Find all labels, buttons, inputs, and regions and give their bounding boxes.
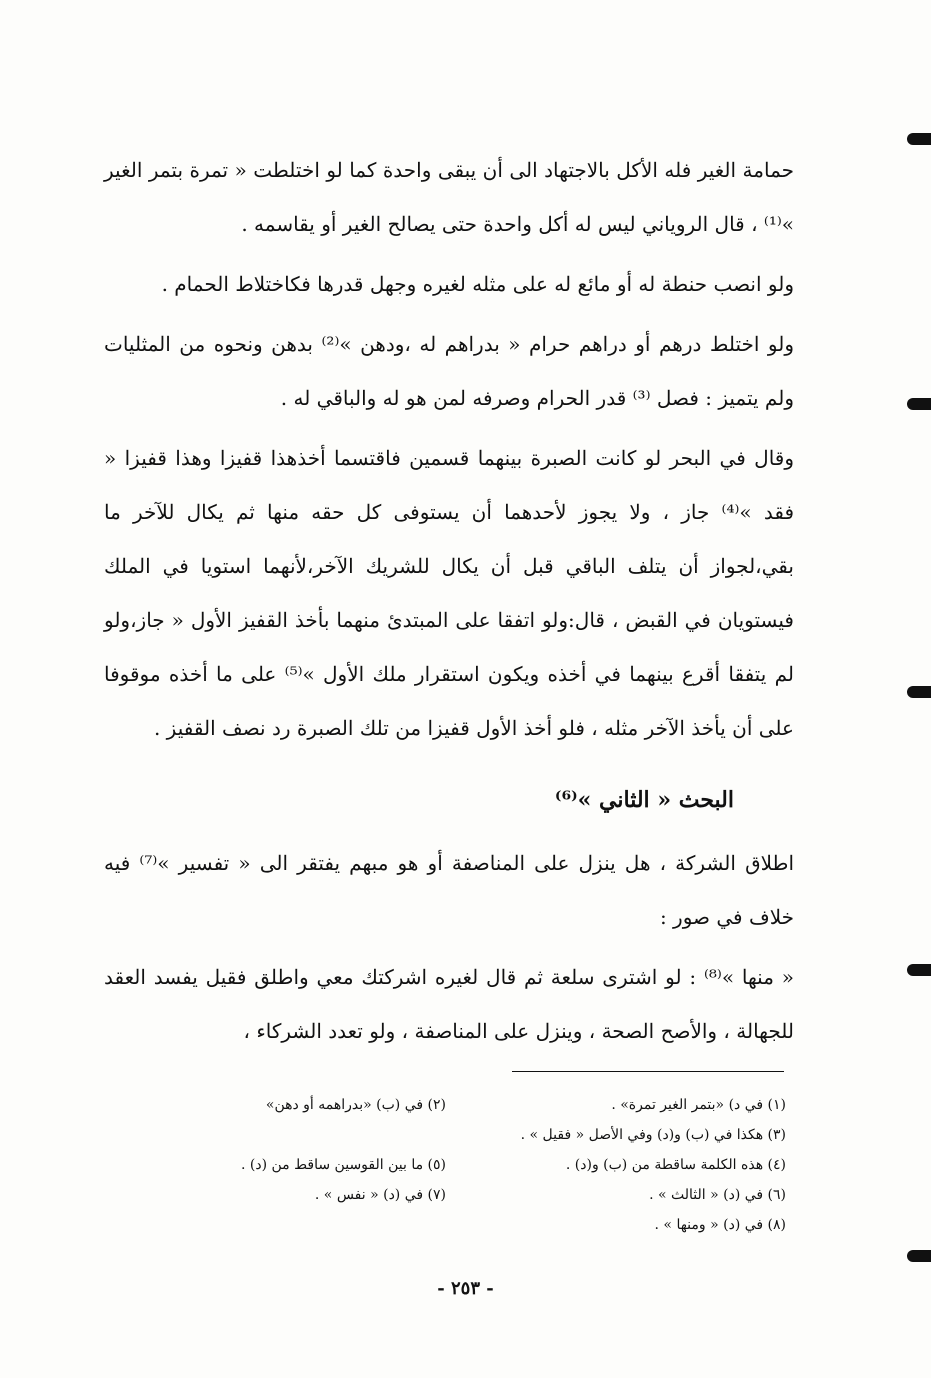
footnote-1: (١) في د) «بتمر الغير تمرة» . (611, 1097, 786, 1113)
paragraph-2: ولو انصب حنطة له أو مائع له على مثله لغيره وجهل قدرها فكاختلاط الحمام . (161, 272, 794, 296)
page-number: - ٢٥٣ - (437, 1278, 494, 1299)
main-text-top (104, 143, 794, 755)
paragraph-3: ولو اختلط درهم أو دراهم حرام « بدراهم له ،ودهن »⁽²⁾ بدهن ونحوه من المثليات ولم يتميز : فصل ⁽³⁾ قدر الحرام وصرفه لمن هو له والباقي له . (104, 332, 794, 410)
scan-edge-mark (907, 1250, 931, 1262)
scan-edge-mark (907, 686, 931, 698)
footnote-6: (٦) في (د) « الثالث » . (649, 1187, 786, 1203)
scan-edge-mark (907, 398, 931, 410)
footnotes-right-column (446, 1090, 786, 1240)
paragraph-4: وقال في البحر لو كانت الصبرة بينهما قسمين فاقتسما أخذهذا قفيزا وهذا قفيزا « فقد »⁽⁴⁾ جاز ، ولا يجوز لأحدهما أن يستوفى كل حقه منها ثم يكال للآخر ما بقي،لجواز أن يتلف الباقي قبل أن يكال للشريك الآخر،لأنهما استويا في الملك فيستويان في القبض ، قال:ولو اتفقا على المبتدئ منهما بأخذ القفيز الأول « جاز،ولو لم يتفقا أقرع بينهما في أخذه ويكون استقرار ملك الأول »⁽⁵⁾ على ما أخذه موقوفا على أن يأخذ الآخر مثله ، فلو أخذ الأول قفيزا من تلك الصبرة رد نصف القفيز . (104, 446, 794, 740)
paragraph-5: اطلاق الشركة ، هل ينزل على المناصفة أو هو مبهم يفتقر الى « تفسير »⁽⁷⁾ فيه خلاف في صور : (104, 851, 795, 929)
section-heading: البحث « الثاني »⁽⁶⁾ (554, 787, 734, 813)
footnote-4: (٤) هذه الكلمة ساقطة من (ب) و(د) . (565, 1157, 786, 1173)
scan-edge-mark (907, 964, 931, 976)
footnote-2: (٢) في (ب) «بدراهمه أو دهن» (265, 1097, 446, 1113)
footnotes-left-column (110, 1090, 446, 1210)
footnote-separator (512, 1071, 784, 1072)
paragraph-6: « منها »⁽⁸⁾ : لو اشترى سلعة ثم قال لغيره اشركتك معي واطلق فقيل يفسد العقد للجهالة ، والأصح الصحة ، وينزل على المناصفة ، ولو تعدد الشركاء ، (104, 965, 794, 1043)
scan-edge-mark (907, 133, 931, 145)
paragraph-1: حمامة الغير فله الأكل بالاجتهاد الى أن يبقى واحدة كما لو اختلطت « تمرة بتمر الغير »⁽¹⁾ ، قال الروياني ليس له أكل واحدة حتى يصالح الغير أو يقاسمه . (104, 158, 794, 236)
footnote-3: (٣) هكذا في (ب) و(د) وفي الأصل « فقيل » . (520, 1127, 786, 1143)
footnote-5: (٥) ما بين القوسين ساقط من (د) . (241, 1157, 446, 1173)
main-text-bottom (104, 836, 794, 1058)
footnote-8: (٨) في (د) « ومنها » . (654, 1217, 786, 1233)
footnote-7: (٧) في (د) « نفس » . (314, 1187, 446, 1203)
footnote-spacer (110, 1120, 446, 1150)
